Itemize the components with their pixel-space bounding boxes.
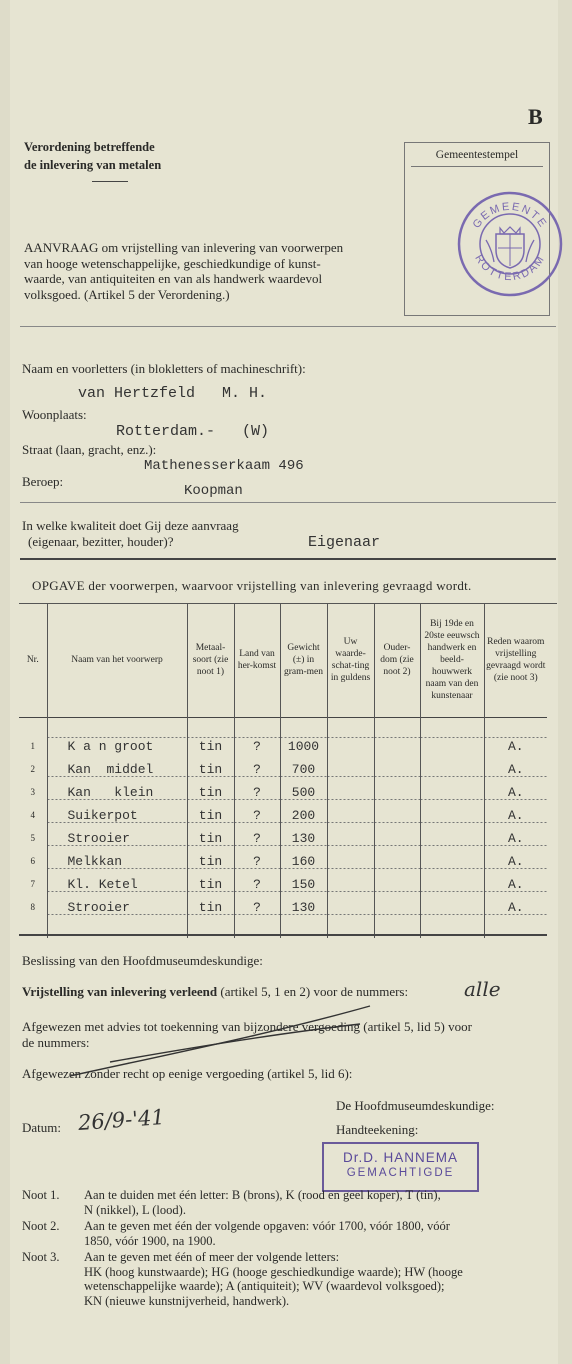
header-country: Land van her-komst [234, 603, 280, 718]
table-cell [187, 826, 234, 849]
table-cell [280, 849, 327, 872]
granted-value: alle [464, 977, 501, 1001]
table-row [19, 849, 547, 872]
cell-name: Suikerpot [67, 807, 138, 823]
cell-metal: tin [198, 899, 223, 915]
cell-reason: A. [507, 784, 524, 800]
table-cell [280, 826, 327, 849]
cell-metal: tin [198, 784, 223, 800]
cell-name: Kan middel [67, 761, 154, 777]
cell-weight: 200 [291, 807, 316, 823]
note-2 [22, 1219, 552, 1248]
table-cell [484, 849, 547, 872]
table-cell [327, 849, 374, 872]
cell-country: ? [253, 761, 261, 777]
table-cell [234, 803, 280, 826]
date-label: Datum: [22, 1120, 61, 1135]
note-line: Aan te geven met één of meer der volgende letters: [84, 1250, 340, 1264]
table-row [19, 757, 547, 780]
regulation-heading [24, 138, 161, 174]
table-cell [19, 895, 47, 938]
municipal-seal-icon [456, 190, 564, 298]
table-cell [234, 895, 280, 938]
header-nr: Nr. [26, 655, 39, 665]
table-cell [484, 718, 547, 758]
header-artist: Bij 19de en 20ste eeuwsch handwerk en beeld-houwwerk naam van den kunstenaar [420, 603, 484, 718]
table-cell [47, 780, 187, 803]
cell-weight: 130 [291, 830, 316, 846]
note-line: 1850, vóór 1900, na 1900. [84, 1233, 216, 1248]
table-cell [19, 803, 47, 826]
cell-country: ? [253, 876, 261, 892]
cell-nr: 2 [30, 763, 35, 774]
table-cell [374, 872, 420, 895]
decision-rejected-no-comp: Afgewezen zonder recht op eenige vergoeding (artikel 5, lid 6): [22, 1066, 353, 1081]
table-cell [484, 872, 547, 895]
street-label: Straat (laan, gracht, enz.): [22, 442, 157, 457]
stamp-line-2: GEMACHTIGDE [346, 1167, 455, 1179]
cell-name: Strooier [67, 830, 130, 846]
table-cell [420, 872, 484, 895]
decision-granted [22, 984, 408, 1000]
table-cell [374, 803, 420, 826]
table-cell [327, 803, 374, 826]
table-cell [187, 849, 234, 872]
cell-country: ? [253, 853, 261, 869]
table-cell [187, 780, 234, 803]
cell-reason: A. [507, 738, 524, 754]
header-metal: Metaal-soort (zie noot 1) [187, 603, 234, 718]
seal-bottom-text: ROTTERDAM [472, 252, 548, 284]
request-text [24, 240, 394, 302]
table-cell [47, 895, 187, 938]
residence-label: Woonplaats: [22, 407, 87, 422]
table-cell [187, 803, 234, 826]
header-weight: Gewicht (±) in gram-men [280, 603, 327, 718]
divider [20, 326, 556, 327]
table-cell [374, 780, 420, 803]
table-cell [280, 757, 327, 780]
table-body [19, 718, 547, 939]
cell-metal: tin [198, 807, 223, 823]
residence-value: Rotterdam.- (W) [116, 423, 270, 440]
table-cell [234, 780, 280, 803]
request-line-3: waarde, van antiquiteiten en van als handwerk waardevol [24, 271, 323, 286]
table-cell [234, 718, 280, 758]
table-cell [234, 757, 280, 780]
table-cell [47, 872, 187, 895]
cell-weight: 500 [291, 784, 316, 800]
cell-metal: tin [198, 876, 223, 892]
cell-metal: tin [198, 738, 223, 754]
granted-bold: Vrijstelling van inlevering verleend [22, 984, 218, 999]
note-2-label: Noot 2. [22, 1219, 60, 1233]
table-cell [19, 780, 47, 803]
capacity-value: Eigenaar [308, 534, 381, 551]
table-cell [327, 895, 374, 938]
cell-weight: 160 [291, 853, 316, 869]
cell-nr: 5 [30, 832, 35, 843]
note-line: HK (hoog kunstwaarde); HG (hooge geschiedkundige waarde); HW (hooge [84, 1264, 463, 1279]
cell-name: Kan klein [67, 784, 154, 800]
signature-stamp [322, 1142, 479, 1192]
heading-line-1: Verordening betreffende [24, 140, 155, 154]
table-cell [187, 757, 234, 780]
cell-nr: 8 [30, 901, 35, 912]
table-row [19, 803, 547, 826]
request-line-2: van hooge wetenschappelijke, geschiedkundige of kunst- [24, 255, 321, 271]
table-cell [280, 780, 327, 803]
table-cell [19, 872, 47, 895]
table-cell [47, 826, 187, 849]
stamp-line-1: Dr.D. HANNEMA [342, 1150, 458, 1165]
request-line-4: volksgoed. (Artikel 5 der Verordening.) [24, 286, 230, 302]
rejected-advice-line-1: Afgewezen met advies tot toekenning van bijzondere vergoeding (artikel 5, lid 5) voor [22, 1019, 472, 1034]
table-cell [327, 780, 374, 803]
table-cell [374, 895, 420, 938]
cell-weight: 130 [291, 899, 316, 915]
cell-reason: A. [507, 853, 524, 869]
table-bottom-border [19, 934, 547, 936]
table-cell [420, 718, 484, 758]
cell-nr: 3 [30, 786, 35, 797]
strike-through-lines [60, 1002, 380, 1082]
cell-reason: A. [507, 807, 524, 823]
cell-reason: A. [507, 830, 524, 846]
cell-nr: 6 [30, 855, 35, 866]
divider [20, 502, 556, 503]
occupation-value: Koopman [184, 483, 243, 499]
table-cell [47, 849, 187, 872]
note-line: Aan te duiden met één letter: B (brons), K (rood en geel koper), T (tin), [84, 1188, 441, 1202]
header-reason: Reden waarom vrijstelling gevraagd wordt (zie noot 3) [484, 603, 547, 718]
table-header-row [19, 603, 547, 718]
table-cell [234, 872, 280, 895]
table-cell [280, 718, 327, 758]
table-row [19, 826, 547, 849]
request-line-1: AANVRAAG om vrijstelling van inlevering van voorwerpen [24, 240, 344, 255]
sign-label: Handteekening: [336, 1122, 419, 1137]
table-cell [19, 718, 47, 758]
header-name: Naam van het voorwerp [47, 603, 187, 718]
table-cell [484, 803, 547, 826]
table-cell [19, 849, 47, 872]
table-cell [420, 803, 484, 826]
name-value: van Hertzfeld M. H. [78, 385, 268, 402]
table-cell [234, 849, 280, 872]
table-cell [420, 849, 484, 872]
table-cell [327, 718, 374, 758]
table-cell [484, 780, 547, 803]
table-cell [374, 718, 420, 758]
heading-underline [92, 181, 128, 182]
table-cell [374, 849, 420, 872]
cell-name: Strooier [67, 899, 130, 915]
note-line: KN (nieuwe kunstnijverheid, handwerk). [84, 1293, 290, 1308]
capacity-label-line-1: In welke kwaliteit doet Gij deze aanvraag [22, 518, 239, 533]
cell-reason: A. [507, 761, 524, 777]
table-cell [19, 757, 47, 780]
notes [22, 1188, 552, 1308]
cell-name: K a n groot [67, 738, 154, 754]
cell-nr: 4 [30, 809, 35, 820]
cell-nr: 7 [30, 878, 35, 889]
cell-metal: tin [198, 853, 223, 869]
cell-country: ? [253, 899, 261, 915]
table-cell [374, 826, 420, 849]
table-row [19, 718, 547, 758]
header-valuation: Uw waarde-schat-ting in guldens [327, 603, 374, 718]
name-label: Naam en voorletters (in blokletters of machineschrift): [22, 361, 306, 376]
table-cell [374, 757, 420, 780]
cell-country: ? [253, 807, 261, 823]
table-cell [484, 826, 547, 849]
table-cell [327, 872, 374, 895]
capacity-label-line-2: (eigenaar, bezitter, houder)? [28, 533, 174, 549]
granted-rest: (artikel 5, 1 en 2) voor de nummers: [220, 984, 409, 999]
table-row [19, 872, 547, 895]
table-cell [484, 895, 547, 938]
table-cell [280, 872, 327, 895]
cell-country: ? [253, 830, 261, 846]
table-cell [420, 757, 484, 780]
table-cell [484, 757, 547, 780]
note-3 [22, 1250, 552, 1308]
table-cell [327, 826, 374, 849]
table-cell [187, 895, 234, 938]
note-1 [22, 1188, 552, 1217]
cell-name: Melkkan [67, 853, 123, 869]
table-cell [420, 895, 484, 938]
cell-metal: tin [198, 761, 223, 777]
table-cell [280, 803, 327, 826]
header-age: Ouder-dom (zie noot 2) [374, 603, 420, 718]
cell-weight: 150 [291, 876, 316, 892]
date-value: 26/9-'41 [77, 1105, 166, 1135]
items-table [19, 603, 547, 938]
seal-top-text: GEMEENTE [470, 200, 550, 231]
official-label: De Hoofdmuseumdeskundige: [336, 1098, 495, 1113]
table-row [19, 895, 547, 938]
note-1-label: Noot 1. [22, 1188, 60, 1202]
cell-weight: 1000 [287, 738, 320, 754]
note-line: wetenschappelijke waarde); A (antiquiteit); WV (waardevol volksgoed); [84, 1279, 445, 1293]
decision-title: Beslissing van den Hoofdmuseumdeskundige: [22, 953, 263, 968]
street-value: Mathenesserkaam 496 [144, 458, 304, 474]
rejected-advice-line-2: de nummers: [22, 1034, 90, 1050]
table-cell [47, 803, 187, 826]
cell-metal: tin [198, 830, 223, 846]
opgave-title: OPGAVE der voorwerpen, waarvoor vrijstelling van inlevering gevraagd wordt. [32, 578, 472, 593]
note-3-label: Noot 3. [22, 1250, 60, 1264]
cell-name: Kl. Ketel [67, 876, 138, 892]
capacity-label [22, 518, 239, 549]
occupation-label: Beroep: [22, 474, 64, 489]
stamp-box-label: Gemeentestempel [411, 143, 543, 167]
heading-line-2: de inlevering van metalen [24, 158, 162, 172]
table-cell [327, 757, 374, 780]
table-cell [187, 718, 234, 758]
cell-weight: 700 [291, 761, 316, 777]
table-row [19, 780, 547, 803]
cell-country: ? [253, 784, 261, 800]
table-cell [47, 718, 187, 758]
cell-reason: A. [507, 876, 524, 892]
corner-letter: B [528, 104, 543, 129]
note-line: Aan te geven met één der volgende opgaven: vóór 1700, vóór 1800, vóór [84, 1219, 450, 1233]
table-cell [187, 872, 234, 895]
table-cell [234, 826, 280, 849]
note-line: N (nikkel), L (lood). [84, 1202, 186, 1217]
table-cell [47, 757, 187, 780]
cell-country: ? [253, 738, 261, 754]
table-cell [19, 826, 47, 849]
table-cell [420, 780, 484, 803]
thick-divider [20, 558, 556, 560]
table-cell [280, 895, 327, 938]
table-cell [420, 826, 484, 849]
cell-reason: A. [507, 899, 524, 915]
cell-nr: 1 [30, 740, 35, 751]
